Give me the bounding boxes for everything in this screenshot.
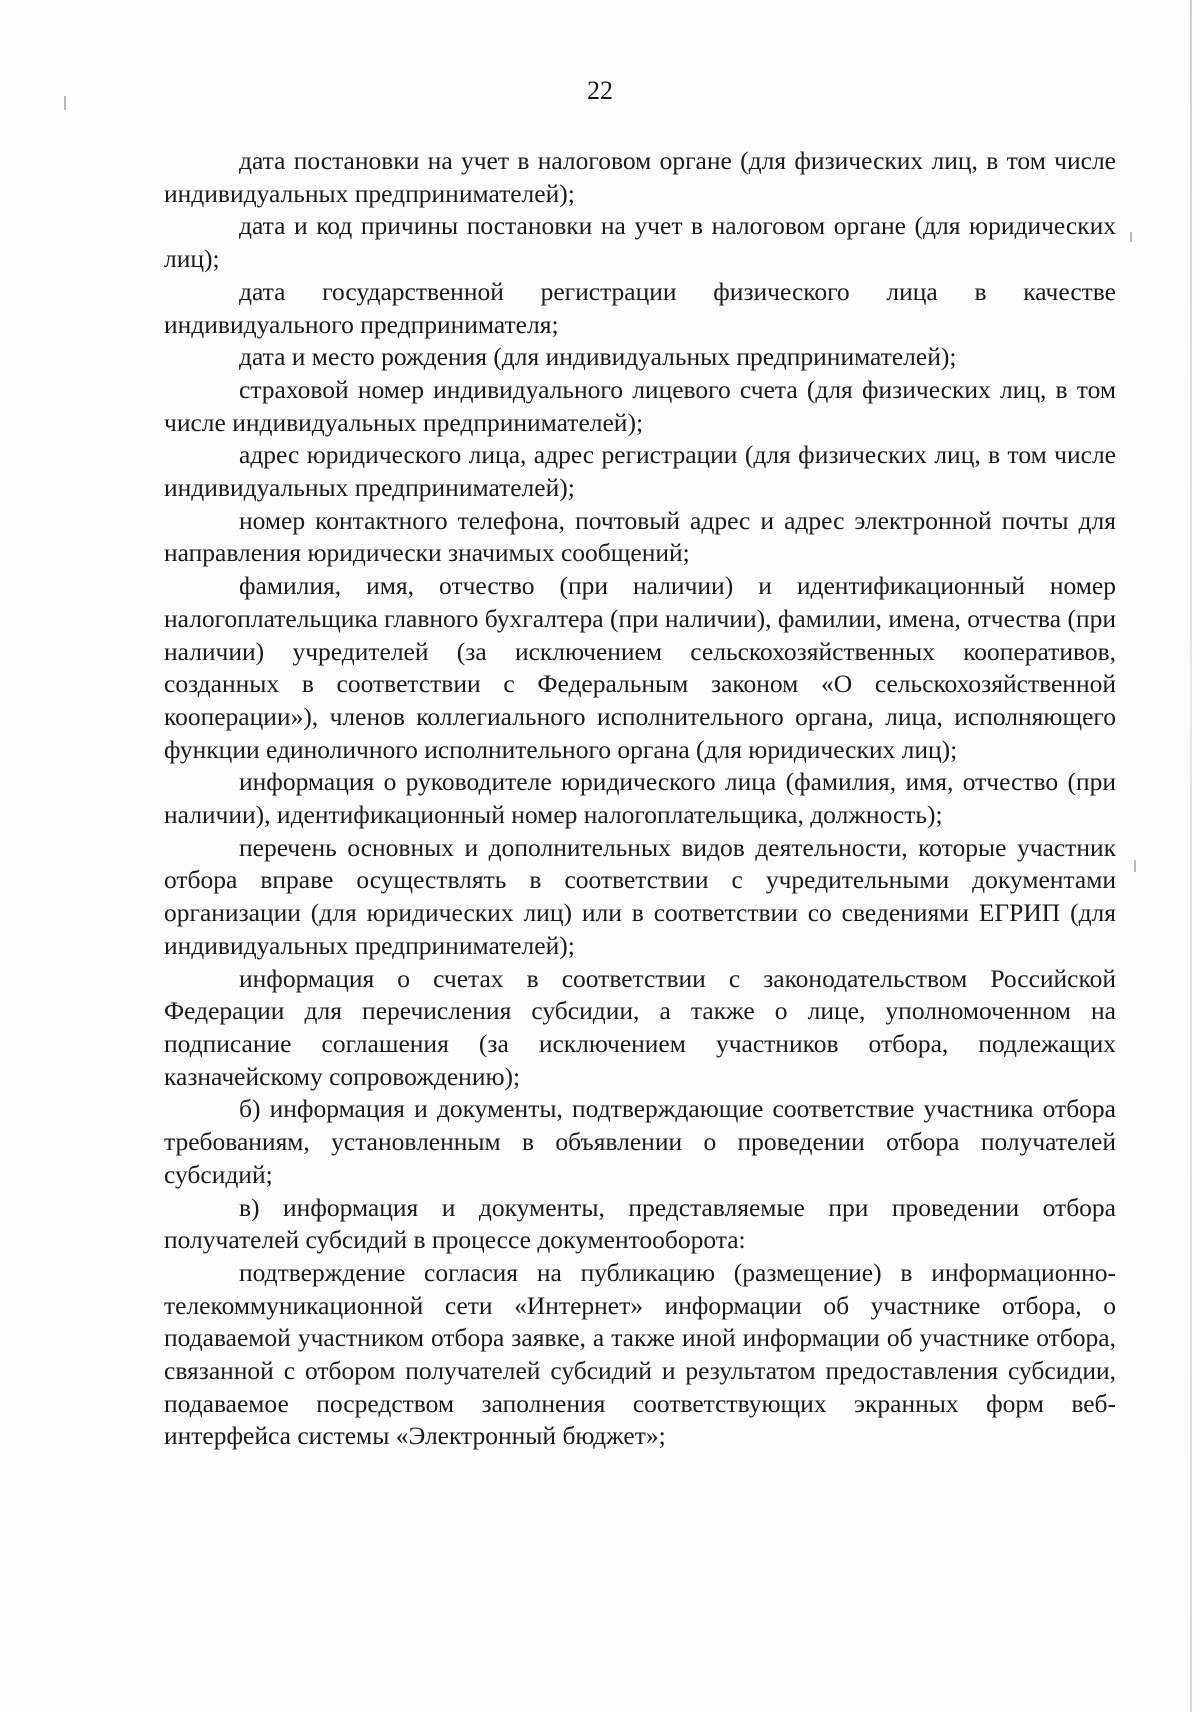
scan-mark [1130,232,1132,242]
paragraph-state-registration-date: дата государственной регистрации физического лица в качестве индивидуального предпринимателя; [164,276,1116,339]
paragraph-activity-types: перечень основных и дополнительных видов деятельности, которые участник отбора вправе осуществлять в соответствии с учредительными документами организации (для юридических лиц) или в соответствии со сведениями ЕГРИП (для индивидуальных предпринимателей); [164,832,1116,960]
paragraph-item-v: в) информация и документы, представляемые при проведении отбора получателей субсидий в процессе документооборота: [164,1192,1116,1255]
paragraph-head-info: информация о руководителе юридического лица (фамилия, имя, отчество (при наличии), идентификационный номер налогоплательщика, должность); [164,767,1116,830]
paragraph-birth-date-place: дата и место рождения (для индивидуальных предпринимателей); [239,342,957,372]
paragraph-founders-info: фамилия, имя, отчество (при наличии) и идентификационный номер налогоплательщика главного бухгалтера (при наличии), фамилии, имена, отчества (при наличии) учредителей (за исключением сельскохозяйственных кооперативов, созданных в соответствии с Федеральным законом «О сельскохозяйственной кооперации»), членов коллегиального исполнительного органа, лица, исполняющего функции единоличного исполнительного органа (для юридических лиц); [164,571,1116,764]
paragraph-tax-registration-date: дата постановки на учет в налоговом органе (для физических лиц, в том числе индивидуальных предпринимателей); [164,146,1116,208]
paragraph-accounts-info: информация о счетах в соответствии с законодательством Российской Федерации для перечисления субсидии, а также о лице, уполномоченном на подписание соглашения (за исключением участников отбора, подлежащих казначейскому сопровождению); [164,963,1116,1091]
paragraph-insurance-number: страховой номер индивидуального лицевого счета (для физических лиц, в том числе индивидуальных предпринимателей); [164,374,1116,437]
page-number: 22 [587,76,613,105]
scan-mark [1134,860,1136,872]
document-body [164,145,1116,1453]
paragraph-address: адрес юридического лица, адрес регистрации (для физических лиц, в том числе индивидуальных предпринимателей); [164,440,1116,503]
paragraph-publication-consent: подтверждение согласия на публикацию (размещение) в информационно-телекоммуникационной сети «Интернет» информации об участнике отбора, о подаваемой участником отбора заявке, а также иной информации об участнике отбора, связанной с отбором получателей субсидий и результатом предоставления субсидии, подаваемое посредством заполнения соответствующих экранных форм веб-интерфейса системы «Электронный бюджет»; [164,1257,1116,1451]
scan-edge-line [1190,0,1192,1712]
paragraph-registration-reason-code: дата и код причины постановки на учет в налоговом органе (для юридических лиц); [164,211,1116,274]
paragraph-item-b: б) информация и документы, подтверждающие соответствие участника отбора требованиям, установленным в объявлении о проведении отбора получателей субсидий; [164,1094,1116,1189]
paragraph-contact-info: номер контактного телефона, почтовый адрес и адрес электронной почты для направления юридически значимых сообщений; [164,505,1116,568]
